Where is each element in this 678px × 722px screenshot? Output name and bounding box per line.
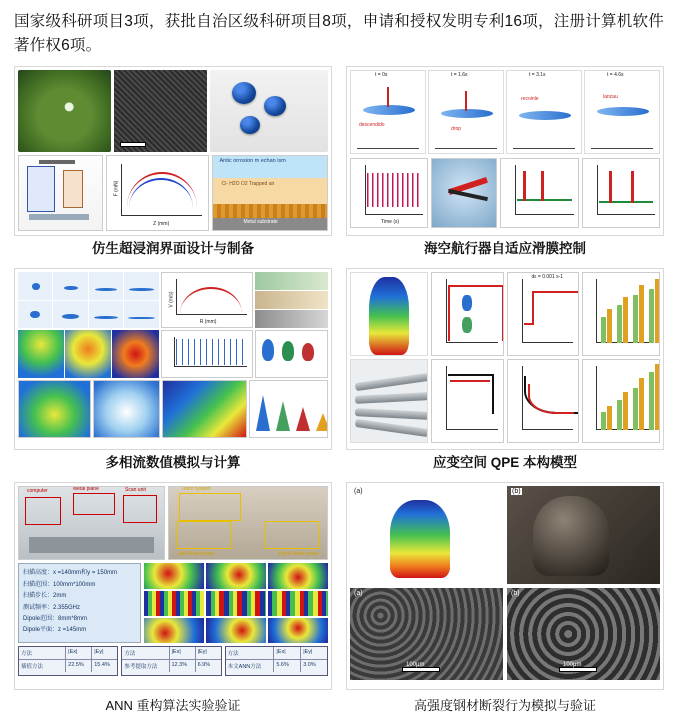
scale-bar-label: 100μm bbox=[563, 662, 582, 669]
figure-cell-qpe bbox=[346, 268, 664, 478]
figure-caption-bioinspired: 仿生超浸润界面设计与制备 bbox=[92, 241, 254, 257]
figure-caption-ann: ANN 重构算法实验验证 bbox=[105, 698, 241, 714]
plot-control-response-2 bbox=[582, 158, 660, 228]
plot-stress-strain-1 bbox=[431, 359, 503, 443]
figure-image-multiphase bbox=[14, 268, 332, 450]
plot-stress-strain-2 bbox=[507, 359, 579, 443]
grid-field-maps bbox=[144, 563, 328, 643]
photo-measurement-rig: Torch system Left Metal phase Right Metal phase bbox=[168, 486, 328, 560]
plot-velocity-radius: R (mm) V (m/s) bbox=[161, 272, 253, 328]
figure-image-bioinspired bbox=[14, 66, 332, 236]
sim-flow-field-left bbox=[18, 380, 91, 438]
figure-caption-multiphase: 多相流数值模拟与计算 bbox=[105, 455, 241, 471]
photo-bent-specimens bbox=[350, 359, 428, 443]
photo-strip-samples bbox=[255, 272, 328, 328]
micrograph-sem-surface bbox=[114, 70, 207, 152]
scale-bar bbox=[120, 142, 146, 147]
figure-image-ann bbox=[14, 482, 332, 690]
droplet bbox=[240, 116, 260, 134]
sim-3d-surface bbox=[162, 380, 247, 438]
sim-flow-field-mid bbox=[93, 380, 160, 438]
figure-cell-bioinspired bbox=[14, 66, 332, 264]
tables-error-comparison bbox=[18, 646, 328, 676]
photo-fracture-specimen: (b) bbox=[507, 486, 660, 584]
plot-force-distance: Z (mm) F (mN) bbox=[106, 155, 209, 231]
sim-grid-contour bbox=[18, 330, 159, 378]
fem-fracture-model: (a) bbox=[350, 486, 503, 584]
figure-caption-qpe: 应变空间 QPE 本构模型 bbox=[432, 455, 577, 471]
schematic-electrochemical-cell bbox=[18, 155, 103, 231]
chart-bars-grouped-2 bbox=[582, 359, 660, 443]
sim-frame-1-6s: t = 1.6s drop bbox=[428, 70, 504, 154]
sim-frame-0s: t = 0s descendido bbox=[350, 70, 426, 154]
table-ann-method: 方法 |Ex| |Ey| 本文ANN方法 5.6% 3.0% bbox=[225, 646, 328, 676]
figure-cell-multiphase bbox=[14, 268, 332, 478]
figure-cell-aero-marine bbox=[346, 66, 664, 264]
sim-grid-droplet-impact bbox=[18, 272, 159, 328]
scale-bar-label: 100μm bbox=[406, 662, 425, 669]
table-reference-method: 方法 |Ex| |Ey| 参考提取方法 12.3% 6.9% bbox=[121, 646, 221, 676]
plot-wave-series bbox=[161, 330, 253, 378]
figure-image-steel-fracture bbox=[346, 482, 664, 690]
sim-frame-4-6s: t = 4.6s lanzau bbox=[584, 70, 660, 154]
photo-blue-droplets bbox=[210, 70, 328, 152]
droplet bbox=[264, 96, 286, 116]
plot-control-response-1 bbox=[500, 158, 578, 228]
figure-caption-aero-marine: 海空航行器自适应滑膜控制 bbox=[424, 241, 586, 257]
table-interpolation: 方法 |Ex| |Ey| 插值方法 22.5% 15.4% bbox=[18, 646, 118, 676]
schematic-anticorrosion-mechanism: Antic orrosion m echan ism Cl- H2O O2 Trapped air Metal substrate bbox=[212, 155, 328, 231]
figure-image-aero-marine bbox=[346, 66, 664, 236]
photo-lotus-leaf bbox=[18, 70, 111, 152]
diagram-droplet-shapes bbox=[255, 330, 328, 378]
sim-frame-3-1s: t = 3.1s recoinle bbox=[506, 70, 582, 154]
photo-vehicle-prototype bbox=[431, 158, 497, 228]
chart-bars-grouped-1 bbox=[582, 272, 660, 356]
plot-oscillation: Time (s) bbox=[350, 158, 428, 228]
intro-paragraph: 国家级科研项目3项，获批自治区级科研项目8项，申请和授权发明专利16项，注册计算机软件著作权6项。 bbox=[14, 13, 664, 55]
micrograph-dimples-right: (b) 100μm bbox=[507, 588, 660, 680]
figure-cell-ann bbox=[14, 482, 332, 721]
photo-lab-setup: computer Metal plane Scan unit bbox=[18, 486, 165, 560]
plot-qpe-curve-1 bbox=[431, 272, 503, 356]
figure-caption-steel-fracture: 高强度钢材断裂行为模拟与验证 bbox=[413, 698, 596, 714]
fem-model-tube bbox=[350, 272, 428, 356]
plot-qpe-curve-2: dε = 0.001 s-1 bbox=[507, 272, 579, 356]
panel-scan-parameters: 扫描高度：x =140mm和y = 150mm 扫描范围：100mm*100mm 扫描步长：2mm 测试频率：2.355GHz Dipole范围：8mm*8mm Dipole平面：z =145mm bbox=[18, 563, 141, 643]
figure-cell-steel-fracture bbox=[346, 482, 664, 721]
figure-grid bbox=[14, 66, 664, 721]
micrograph-dimples-left: (a) 100μm bbox=[350, 588, 503, 680]
droplet bbox=[232, 82, 256, 104]
figure-image-qpe bbox=[346, 268, 664, 450]
diagram-cone-array bbox=[249, 380, 328, 438]
